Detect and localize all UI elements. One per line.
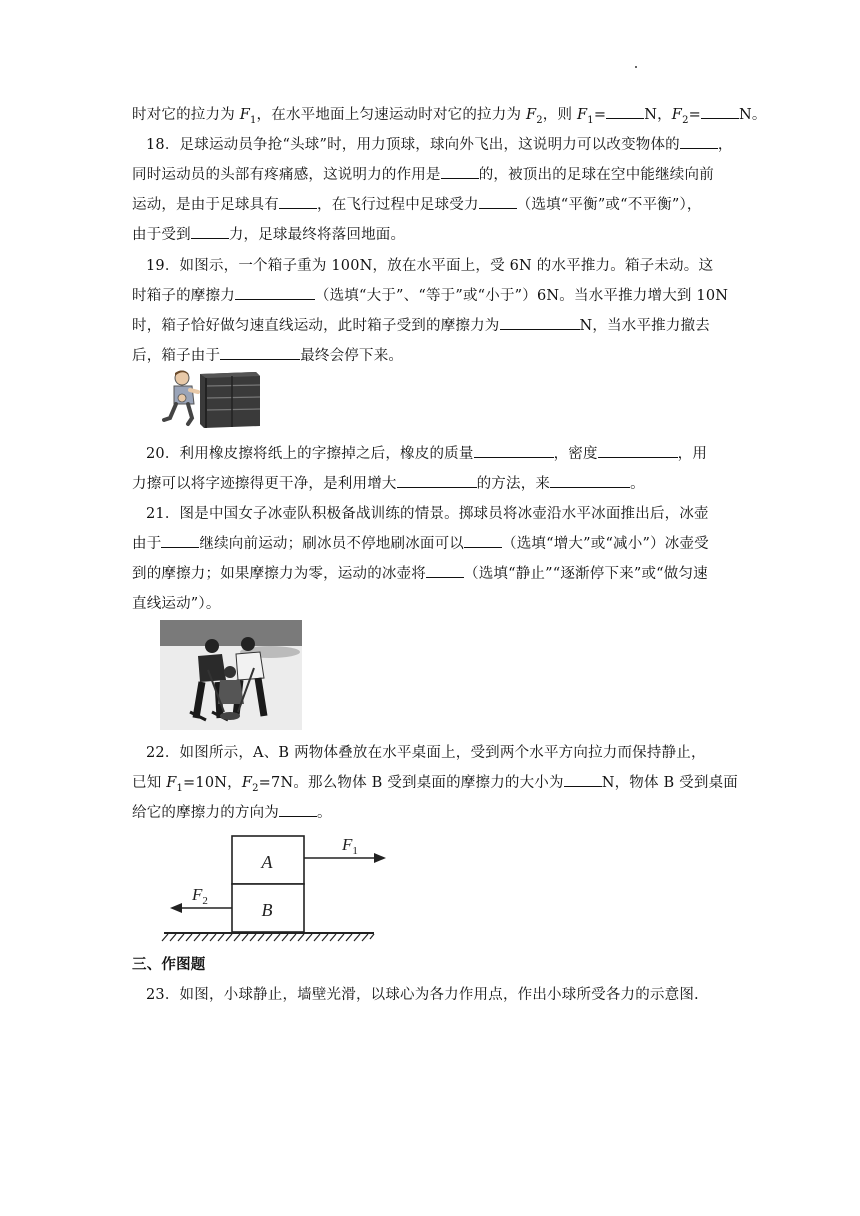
q19-line-4 xyxy=(132,345,403,367)
f1-sub: 1 xyxy=(249,114,257,126)
q18-text: ，在飞行过程中足球受力 xyxy=(317,197,479,213)
wooden-crate-icon xyxy=(200,372,260,428)
f1-sub: 1 xyxy=(176,782,184,794)
q21-text: 继续向前运动；刷冰员不停地刷冰面可以 xyxy=(199,536,465,552)
f2-symbol: F xyxy=(671,107,683,123)
f2-sub: 2 xyxy=(252,782,259,794)
q19-text: 时箱子的摩擦力 xyxy=(132,288,235,304)
q17-text: = xyxy=(688,107,701,123)
f1-symbol: F xyxy=(166,775,177,791)
q19-text: 最终会停下来。 xyxy=(300,348,404,364)
q18-text: 运动，是由于足球具有 xyxy=(132,197,279,213)
q21-text: 21．图是中国女子冰壶队积极备战训练的情景。掷球员将冰壶沿水平冰面推出后，冰壶 xyxy=(146,506,709,522)
answer-blank[interactable] xyxy=(479,194,517,209)
q21-line-1 xyxy=(146,503,709,525)
q19-text: （选填“大于”、“等于”或“小于”）6N。当水平推力增大到 10N xyxy=(314,288,729,304)
q21-line-2 xyxy=(132,533,709,555)
q23-text: 23．如图，小球静止，墙壁光滑，以球心为各力作用点，作出小球所受各力的示意图. xyxy=(146,987,699,1003)
q17-text: = xyxy=(593,107,607,123)
q17-text: ，在水平地面上匀速运动时对它的拉力为 xyxy=(256,107,526,123)
q22-text: =10N， xyxy=(183,775,242,791)
q22-text: 。 xyxy=(317,805,332,821)
q19-text: N，当水平推力撤去 xyxy=(579,318,710,334)
q22-line-2 xyxy=(132,772,738,800)
f1-arrowhead-icon xyxy=(374,853,386,863)
q18-line-2 xyxy=(132,164,714,186)
q22-text: 22．如图所示，A、B 两物体叠放在水平桌面上，受到两个水平方向拉力而保持静止， xyxy=(146,745,706,761)
block-a-label: A xyxy=(261,852,273,872)
stacked-blocks-diagram xyxy=(160,828,390,944)
f1-symbol: F xyxy=(577,107,588,123)
ground-hatching xyxy=(162,934,374,941)
answer-blank[interactable] xyxy=(441,164,479,179)
answer-blank[interactable] xyxy=(161,533,199,548)
q18-text: 由于受到 xyxy=(132,227,191,243)
q19-line-3 xyxy=(132,315,710,337)
q20-text: 的方法，来 xyxy=(476,476,551,492)
q19-text: 后，箱子由于 xyxy=(132,348,221,364)
answer-blank[interactable] xyxy=(279,802,317,817)
q21-text: （选填“增大”或“减小”）冰壶受 xyxy=(502,536,709,552)
f2-symbol: F xyxy=(525,107,537,123)
boy-pushing-crate-figure xyxy=(160,368,268,430)
answer-blank[interactable] xyxy=(235,285,315,300)
answer-blank[interactable] xyxy=(564,772,602,787)
q18-text: （选填“平衡”或“不平衡”）， xyxy=(516,197,702,213)
f2-sub: 2 xyxy=(536,114,543,126)
q22-line-1 xyxy=(146,742,706,764)
boy-icon xyxy=(164,371,198,425)
q18-line-4 xyxy=(132,224,405,246)
q18-line-3 xyxy=(132,194,702,216)
answer-blank[interactable] xyxy=(550,473,630,488)
answer-blank[interactable] xyxy=(500,315,580,330)
answer-blank[interactable] xyxy=(606,104,644,119)
answer-blank[interactable] xyxy=(397,473,477,488)
curling-photo xyxy=(160,620,302,730)
q18-text: 力，足球最终将落回地面。 xyxy=(228,227,406,243)
q18-text: 同时运动员的头部有疼痛感，这说明力的作用是 xyxy=(132,167,441,183)
f1-sub: 1 xyxy=(587,114,594,126)
q19-text: 19．如图示，一个箱子重为 100N，放在水平面上，受 6N 的水平推力。箱子未动。这 xyxy=(146,258,714,274)
f2-label: $F_2$ xyxy=(192,885,208,907)
q19-line-1 xyxy=(146,255,713,277)
answer-blank[interactable] xyxy=(474,443,554,458)
q17-text: N。 xyxy=(738,107,767,123)
section-heading: 三、作图题 xyxy=(132,957,206,973)
q23-line-1 xyxy=(146,984,699,1006)
q17-line xyxy=(132,104,767,132)
f1-label: $F_1$ xyxy=(342,835,358,857)
q17-text: N， xyxy=(644,107,672,123)
answer-blank[interactable] xyxy=(191,224,229,239)
q20-line-1 xyxy=(146,443,707,465)
f2-arrowhead-icon xyxy=(170,903,182,913)
f2-sub: 2 xyxy=(682,114,689,126)
q20-line-2 xyxy=(132,473,645,495)
q21-line-4 xyxy=(132,593,221,615)
q22-text: 已知 xyxy=(132,775,167,791)
q20-text: 力擦可以将字迹擦得更干净，是利用增大 xyxy=(132,476,397,492)
q17-text: 时对它的拉力为 xyxy=(132,107,240,123)
answer-blank[interactable] xyxy=(426,563,464,578)
q21-text: 由于 xyxy=(132,536,162,552)
answer-blank[interactable] xyxy=(220,345,300,360)
q22-text: =7N。那么物体 B 受到桌面的摩擦力的大小为 xyxy=(258,775,564,791)
f2-symbol: F xyxy=(241,775,253,791)
answer-blank[interactable] xyxy=(680,134,718,149)
q20-text: 。 xyxy=(630,476,645,492)
q17-text: ，则 xyxy=(542,107,578,123)
q22-line-3 xyxy=(132,802,332,824)
q21-text: 直线运动”）。 xyxy=(132,596,221,612)
q18-text: 18．足球运动员争抢“头球”时，用力顶球，球向外飞出，这说明力可以改变物体的 xyxy=(146,137,680,153)
answer-blank[interactable] xyxy=(701,104,739,119)
q21-text: 到的摩擦力；如果摩擦力为零，运动的冰壶将 xyxy=(132,566,426,582)
answer-blank[interactable] xyxy=(279,194,317,209)
answer-blank[interactable] xyxy=(464,533,502,548)
q19-line-2 xyxy=(132,285,728,307)
q21-text: （选填“静止”“逐渐停下来”或“做匀速 xyxy=(464,566,708,582)
q18-line-1 xyxy=(146,134,733,156)
f1-symbol: F xyxy=(239,107,250,123)
answer-blank[interactable] xyxy=(598,443,678,458)
q18-text: ， xyxy=(717,137,733,153)
q20-text: ，用 xyxy=(677,446,708,462)
q20-text: 20．利用橡皮擦将纸上的字擦掉之后，橡皮的质量 xyxy=(146,446,474,462)
q18-text: 的，被顶出的足球在空中能继续向前 xyxy=(478,167,714,183)
page-mark xyxy=(635,66,637,68)
block-b-label: B xyxy=(261,900,273,920)
curling-stone-icon xyxy=(220,712,240,720)
q22-text: N，物体 B 受到桌面 xyxy=(601,775,738,791)
q21-line-3 xyxy=(132,563,708,585)
q20-text: ，密度 xyxy=(553,446,598,462)
q22-text: 给它的摩擦力的方向为 xyxy=(132,805,279,821)
q19-text: 时，箱子恰好做匀速直线运动，此时箱子受到的摩擦力为 xyxy=(132,318,500,334)
